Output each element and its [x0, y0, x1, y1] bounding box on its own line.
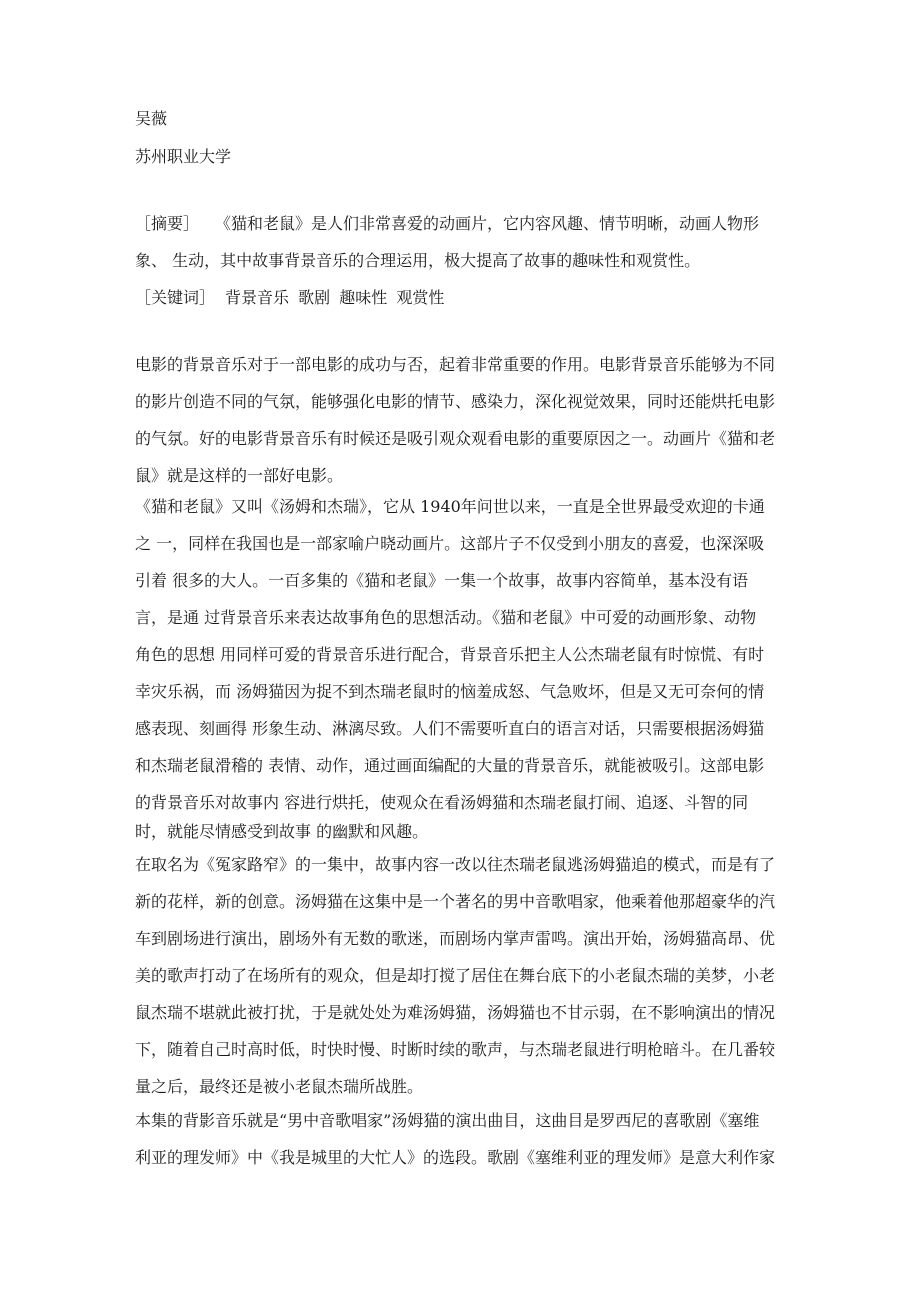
abstract-label: ［摘要］ — [135, 214, 200, 233]
body-line: 在取名为《冤家路窄》的一集中，故事内容一改以往杰瑞老鼠逃汤姆猫追的模式，而是有了 — [135, 855, 776, 874]
abstract-text-1: 《猫和老鼠》是人们非常喜爱的动画片，它内容风趣、情节明晰，动画人物形 — [215, 214, 760, 233]
body-line: 本集的背影音乐就是“男中音歌唱家”汤姆猫的演出曲目，这曲目是罗西尼的喜歌剧《塞维 — [135, 1111, 760, 1130]
keyword-item: 背景音乐 — [225, 288, 290, 307]
keywords-label: ［关键词］ — [135, 288, 216, 307]
author-name: 吴薇 — [135, 109, 168, 128]
abstract-line-2: 象、 生动，其中故事背景音乐的合理运用，极大提高了故事的趣味性和观赏性。 — [135, 251, 701, 270]
body-line: 之 一，同样在我国也是一部家喻户晓动画片。这部片子不仅受到小朋友的喜爱，也深深吸 — [135, 534, 765, 553]
keyword-item: 歌剧 — [298, 288, 331, 307]
body-line: 鼠》就是这样的一部好电影。 — [135, 466, 344, 485]
body-line: 鼠杰瑞不堪就此被打扰，于是就处处为难汤姆猫，汤姆猫也不甘示弱，在不影响演出的情况 — [135, 1003, 776, 1022]
body-line: 时，就能尽情感受到故事 的幽默和风趣。 — [135, 822, 429, 841]
keywords-line — [135, 288, 448, 308]
body-line: 引着 很多的大人。一百多集的《猫和老鼠》一集一个故事，故事内容简单，基本没有语 — [135, 571, 749, 590]
body-line: 量之后，最终还是被小老鼠杰瑞所战胜。 — [135, 1077, 424, 1096]
body-line: 利亚的理发师》中《我是城里的大忙人》的选段。歌剧《塞维利亚的理发师》是意大利作家 — [135, 1148, 776, 1167]
body-line: 新的花样，新的创意。汤姆猫在这集中是一个著名的男中音歌唱家，他乘着他那超豪华的汽 — [135, 892, 776, 911]
body-line: 的气氛。好的电影背景音乐有时候还是吸引观众观看电影的重要原因之一。动画片《猫和老 — [135, 429, 776, 448]
body-line: 角色的思想 用同样可爱的背景音乐进行配合，背景音乐把主人公杰瑞老鼠有时惊慌、有时 — [135, 645, 765, 664]
body-line: 电影的背景音乐对于一部电影的成功与否，起着非常重要的作用。电影背景音乐能够为不同 — [135, 355, 776, 374]
body-line: 车到剧场进行演出，剧场外有无数的歌迷，而剧场内掌声雷鸣。演出开始，汤姆猫高昂、优 — [135, 929, 776, 948]
abstract-line-1 — [135, 214, 759, 234]
keyword-item: 趣味性 — [339, 288, 388, 307]
body-line: 的影片创造不同的气氛，能够强化电影的情节、感染力，深化视觉效果，同时还能烘托电影 — [135, 392, 776, 411]
body-line: 感表现、刻画得 形象生动、淋漓尽致。人们不需要听直白的语言对话，只需要根据汤姆猫 — [135, 719, 765, 738]
body-line: 的背景音乐对故事内 容进行烘托，使观众在看汤姆猫和杰瑞老鼠打闹、追逐、斗智的同 — [135, 793, 749, 812]
body-line: 言，是通 过背景音乐来表达故事角色的思想活动。《猫和老鼠》中可爱的动画形象、动物 — [135, 608, 757, 627]
author-affiliation: 苏州职业大学 — [135, 147, 232, 166]
body-line: 下，随着自己时高时低，时快时慢、时断时续的歌声，与杰瑞老鼠进行明枪暗斗。在几番较 — [135, 1040, 776, 1059]
body-line: 幸灾乐祸，而 汤姆猫因为捉不到杰瑞老鼠时的恼羞成怒、气急败坏，但是又无可奈何的情 — [135, 682, 765, 701]
body-line: 美的歌声打动了在场所有的观众，但是却打搅了居住在舞台底下的小老鼠杰瑞的美梦，小老 — [135, 966, 776, 985]
body-line: 《猫和老鼠》又叫《汤姆和杰瑞》，它从 1940年问世以来，一直是全世界最受欢迎的卡通 — [135, 497, 765, 516]
body-line: 和杰瑞老鼠滑稽的 表情、动作，通过画面编配的大量的背景音乐，就能被吸引。这部电影 — [135, 756, 765, 775]
keyword-item: 观赏性 — [396, 288, 445, 307]
